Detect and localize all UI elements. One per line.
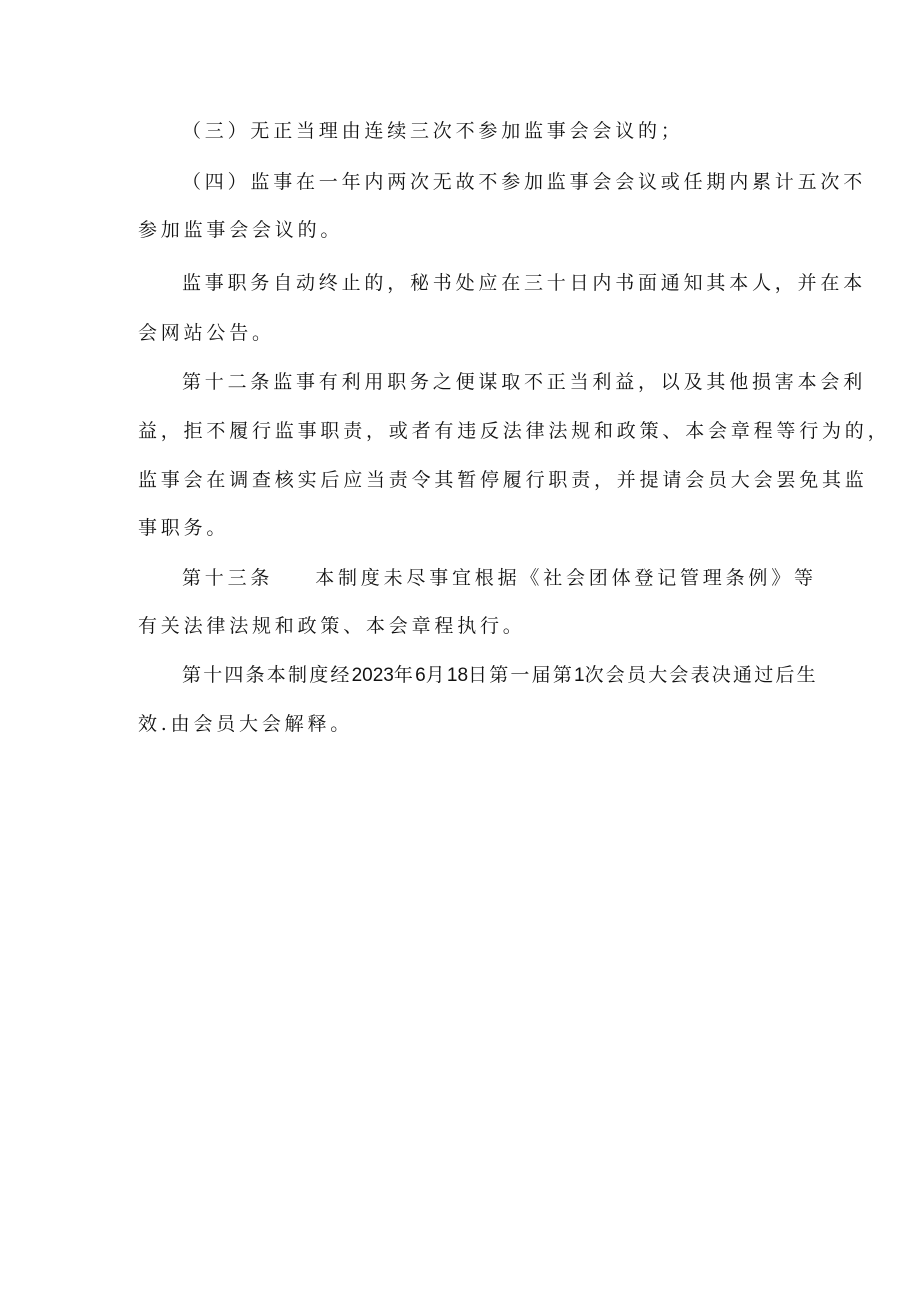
article-12-line-3: 监事会在调查核实后应当责令其暂停履行职责，并提请会员大会罢免其监: [138, 469, 868, 491]
paragraph-4-line-2: 参加监事会会议的。: [138, 219, 344, 241]
article-12-line-2: 益，拒不履行监事职责，或者有违反法律法规和政策、本会章程等行为的，: [138, 420, 891, 442]
date-month: 6: [415, 665, 426, 686]
date-year: 2023: [351, 665, 394, 686]
date-day: 18: [446, 665, 469, 686]
paragraph-4-line-1: （四）监事在一年内两次无故不参加监事会会议或任期内累计五次不: [182, 171, 867, 193]
article-13-number: 第十三条: [182, 567, 274, 589]
article-13-line-1: [182, 566, 817, 590]
article-14-text-d: 日第一届第: [468, 664, 575, 686]
session-number: 1: [574, 665, 585, 686]
auto-termination-line-2: 会网站公告。: [138, 322, 275, 344]
article-12-line-1: 第十二条监事有利用职务之便谋取不正当利益，以及其他损害本会利: [182, 371, 867, 393]
article-14-text-b: 年: [393, 664, 416, 686]
article-14-text-c: 月: [425, 664, 447, 686]
article-13-line-2: 有关法律法规和政策、本会章程执行。: [138, 615, 526, 637]
article-14-text-a: 第十四条本制度经: [182, 664, 352, 686]
article-13-text: 本制度未尽事宜根据《社会团体登记管理条例》等: [315, 567, 817, 589]
article-12-line-4: 事职务。: [138, 517, 230, 539]
article-14-line-2: 效.由会员大会解释。: [138, 713, 354, 735]
article-14-text-e: 次会员大会表决通过后生: [584, 664, 818, 686]
auto-termination-line-1: 监事职务自动终止的，秘书处应在三十日内书面通知其本人，并在本: [182, 272, 867, 294]
paragraph-3-line-1: （三）无正当理由连续三次不参加监事会会议的；: [182, 120, 684, 142]
article-14-line-1: [182, 663, 818, 688]
